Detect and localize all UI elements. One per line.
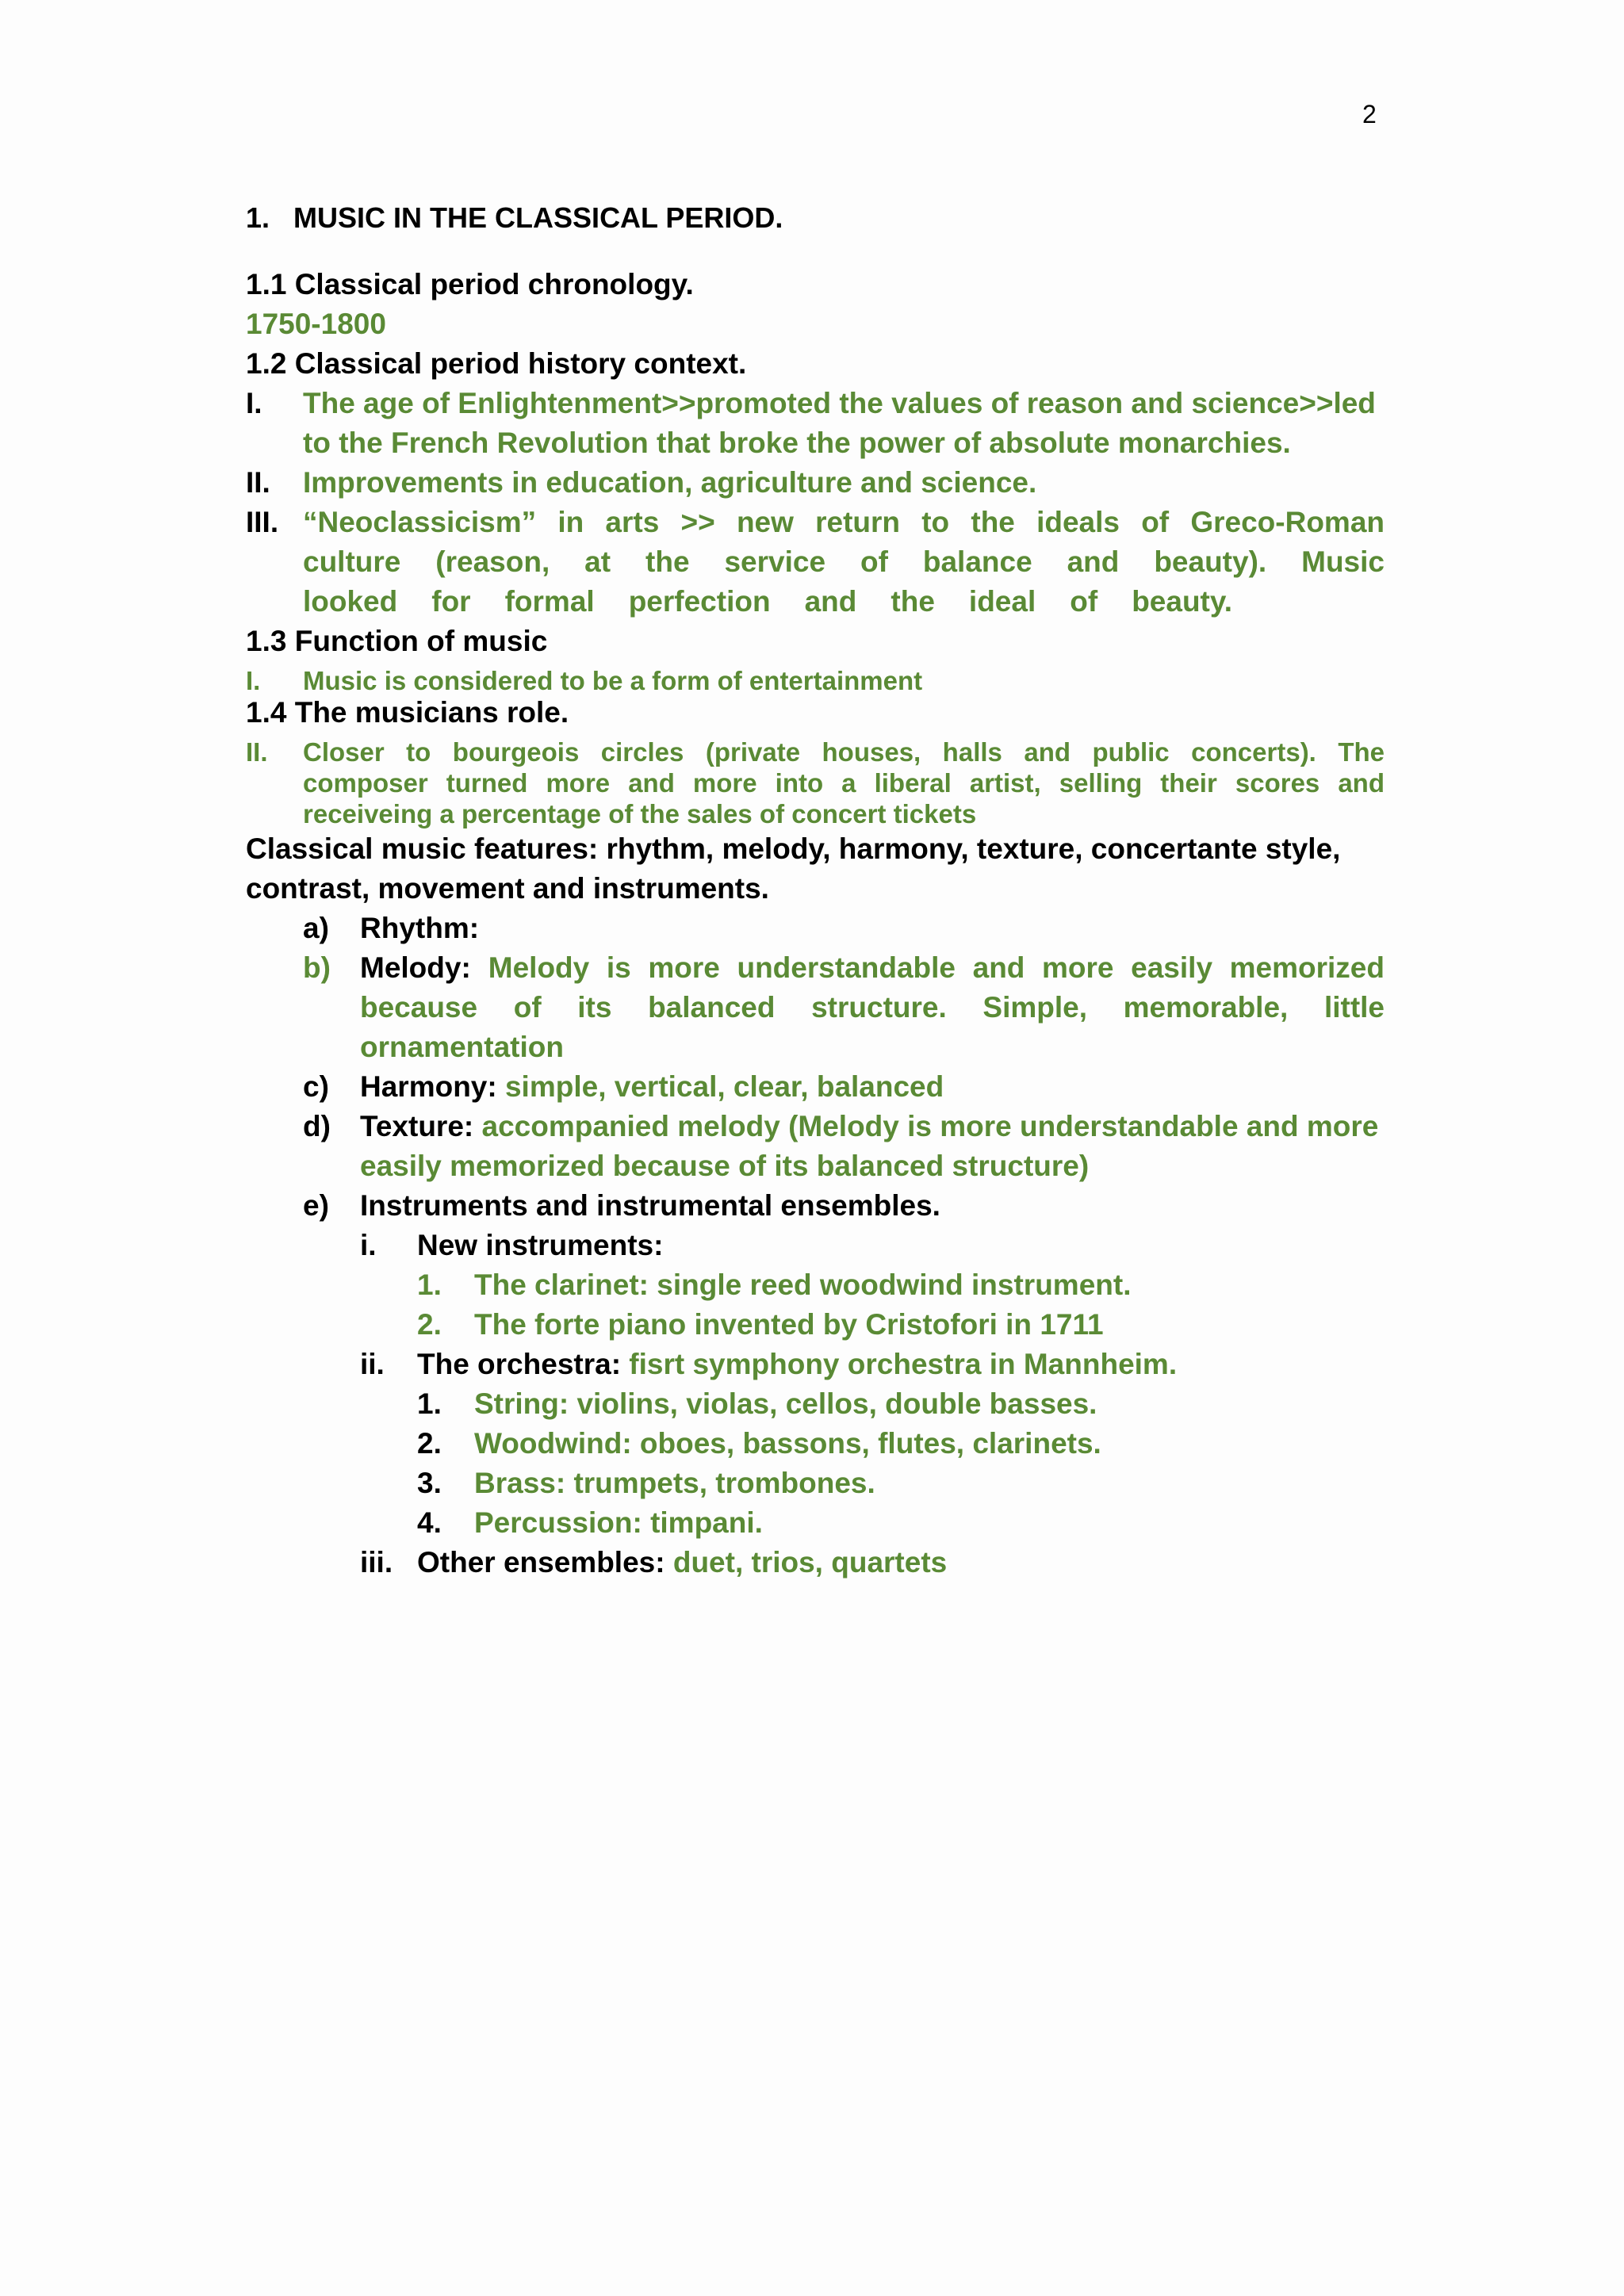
subsection-title-history: 1.2 Classical period history context. bbox=[246, 347, 747, 380]
history-item-3-line-2-wrap bbox=[303, 545, 1385, 579]
feature-melody-text-1: Melody is more understandable and more easily memorized bbox=[488, 951, 1385, 984]
list-marker: I. bbox=[246, 666, 261, 695]
orchestra-label: The orchestra: bbox=[417, 1348, 622, 1380]
list-marker: d) bbox=[303, 1110, 331, 1142]
list-marker: I. bbox=[246, 387, 262, 419]
subsection-title-chronology: 1.1 Classical period chronology. bbox=[246, 268, 694, 300]
history-item-3-line-1: “Neoclassicism” in arts >> new return to the ideals of Greco-Roman bbox=[303, 506, 1385, 538]
feature-melody-line-1 bbox=[360, 951, 1385, 985]
list-marker: 4. bbox=[417, 1506, 442, 1539]
chronology-years: 1750-1800 bbox=[246, 308, 386, 340]
feature-texture bbox=[360, 1110, 1378, 1143]
feature-melody-label: Melody: bbox=[360, 951, 471, 984]
feature-texture-text-2: easily memorized because of its balanced structure) bbox=[360, 1150, 1090, 1182]
history-item-3-line-2: culture (reason, at the service of balance and beauty). Music bbox=[303, 545, 1385, 578]
orchestra-text: fisrt symphony orchestra in Mannheim. bbox=[629, 1348, 1178, 1380]
other-ensembles-text: duet, trios, quartets bbox=[672, 1546, 948, 1578]
feature-harmony-label: Harmony: bbox=[360, 1070, 497, 1103]
orchestra-strings: String: violins, violas, cellos, double basses. bbox=[474, 1387, 1097, 1420]
role-line-2-wrap bbox=[303, 768, 1385, 798]
role-line-2: composer turned more and more into a liberal artist, selling their scores and bbox=[303, 768, 1385, 798]
orchestra-line bbox=[417, 1348, 1177, 1381]
feature-instruments-label: Instruments and instrumental ensembles. bbox=[360, 1189, 940, 1222]
list-marker: 2. bbox=[417, 1308, 442, 1341]
new-instrument-clarinet: The clarinet: single reed woodwind instrument. bbox=[474, 1269, 1132, 1301]
subsection-title-function: 1.3 Function of music bbox=[246, 625, 548, 657]
feature-melody-line-2-wrap bbox=[360, 991, 1385, 1024]
list-marker: c) bbox=[303, 1070, 329, 1103]
list-marker: 1. bbox=[417, 1269, 442, 1301]
orchestra-woodwind: Woodwind: oboes, bassons, flutes, clarinets. bbox=[474, 1427, 1101, 1460]
subsection-title-musicians-role: 1.4 The musicians role. bbox=[246, 696, 569, 729]
feature-rhythm-label: Rhythm: bbox=[360, 912, 480, 944]
role-line-3: receiveing a percentage of the sales of concert tickets bbox=[303, 799, 977, 828]
list-marker: i. bbox=[360, 1229, 377, 1261]
list-marker: e) bbox=[303, 1189, 329, 1222]
feature-texture-text-1: accompanied melody (Melody is more understandable and more bbox=[481, 1110, 1379, 1142]
list-marker: 1. bbox=[417, 1387, 442, 1420]
list-marker: 2. bbox=[417, 1427, 442, 1460]
list-marker: a) bbox=[303, 912, 329, 944]
history-item-3-line-3-wrap bbox=[303, 585, 1232, 618]
feature-harmony bbox=[360, 1070, 944, 1104]
section-heading bbox=[246, 201, 783, 235]
other-ensembles-line bbox=[417, 1546, 947, 1579]
heading-number: 1. bbox=[246, 201, 270, 234]
feature-melody-text-3: ornamentation bbox=[360, 1031, 564, 1063]
role-line-1-wrap bbox=[303, 737, 1385, 767]
page-number: 2 bbox=[1362, 100, 1377, 128]
list-marker: II. bbox=[246, 466, 270, 499]
list-marker: iii. bbox=[360, 1546, 393, 1578]
history-item-1-line-2: to the French Revolution that broke the power of absolute monarchies. bbox=[303, 427, 1291, 459]
history-item-3-line-3: looked for formal perfection and the ideal of beauty. bbox=[303, 585, 1232, 618]
features-line-2: contrast, movement and instruments. bbox=[246, 872, 769, 905]
new-instruments-label: New instruments: bbox=[417, 1229, 664, 1261]
feature-texture-label: Texture: bbox=[360, 1110, 474, 1142]
history-item-2: Improvements in education, agriculture and science. bbox=[303, 466, 1037, 499]
heading-text: MUSIC IN THE CLASSICAL PERIOD. bbox=[293, 201, 783, 234]
list-marker: ii. bbox=[360, 1348, 385, 1380]
list-marker: III. bbox=[246, 506, 279, 538]
list-marker: 3. bbox=[417, 1467, 442, 1499]
new-instrument-fortepiano: The forte piano invented by Cristofori in 1711 bbox=[474, 1308, 1104, 1341]
list-marker: b) bbox=[303, 951, 331, 984]
feature-melody-text-2: because of its balanced structure. Simple, memorable, little bbox=[360, 991, 1385, 1024]
history-item-1-line-1: The age of Enlightenment>>promoted the values of reason and science>>led bbox=[303, 387, 1376, 419]
orchestra-brass: Brass: trumpets, trombones. bbox=[474, 1467, 875, 1499]
features-line-1: Classical music features: rhythm, melody, harmony, texture, concertante style, bbox=[246, 832, 1341, 865]
feature-harmony-text: simple, vertical, clear, balanced bbox=[504, 1070, 944, 1103]
role-line-1: Closer to bourgeois circles (private houses, halls and public concerts). The bbox=[303, 737, 1385, 767]
orchestra-percussion: Percussion: timpani. bbox=[474, 1506, 763, 1539]
other-ensembles-label: Other ensembles: bbox=[417, 1546, 665, 1578]
list-marker: II. bbox=[246, 737, 268, 767]
function-text: Music is considered to be a form of entertainment bbox=[303, 666, 923, 695]
history-item-3-line-1-wrap bbox=[303, 506, 1385, 539]
